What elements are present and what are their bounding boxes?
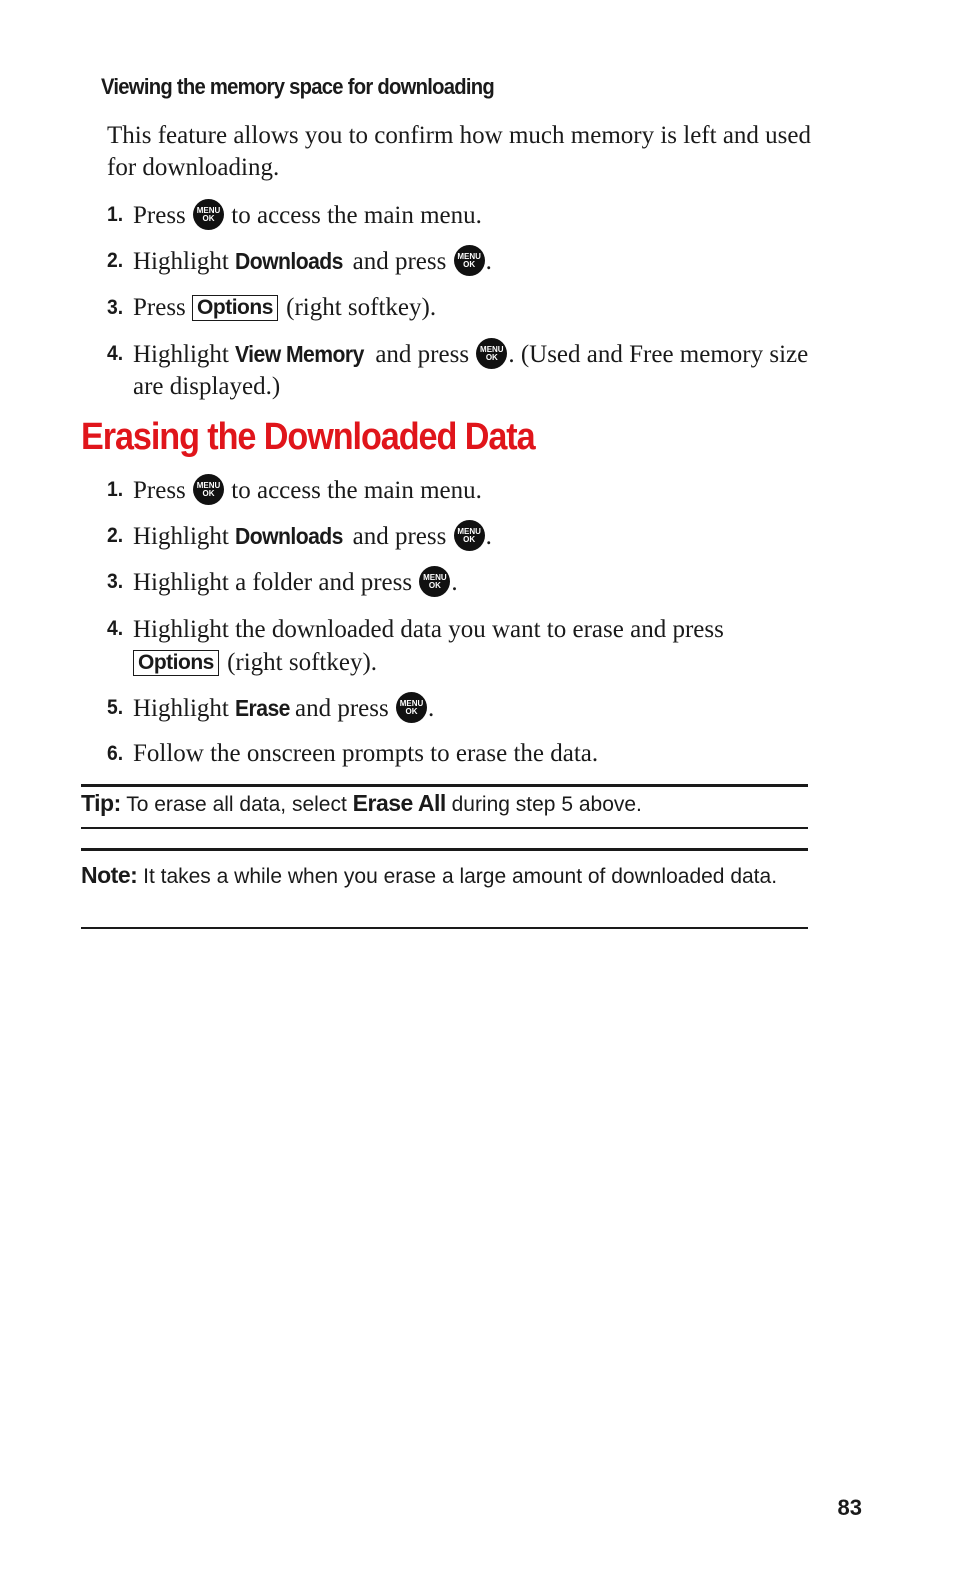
step-text: . bbox=[451, 569, 458, 596]
tip-label: Tip: bbox=[81, 790, 121, 816]
step-text: Highlight a folder and press bbox=[133, 569, 419, 596]
step-text: and press bbox=[346, 523, 453, 550]
step-number: 6. bbox=[107, 742, 124, 765]
section-subheading: Viewing the memory space for downloading bbox=[101, 74, 495, 99]
step-number: 1. bbox=[107, 203, 124, 226]
step-text: Highlight bbox=[133, 341, 236, 368]
note-label: Note: bbox=[81, 862, 138, 888]
menu-item-name: Downloads bbox=[235, 523, 343, 549]
step-text: (right softkey). bbox=[279, 294, 437, 321]
menu-ok-key-icon: MENU OK bbox=[476, 338, 507, 369]
softkey-label: Options bbox=[133, 650, 219, 676]
step-text: Press bbox=[133, 202, 193, 229]
note-text: It takes a while when you erase a large amount of downloaded data. bbox=[137, 865, 778, 888]
menu-item-name: Downloads bbox=[235, 248, 343, 274]
divider bbox=[81, 827, 808, 829]
divider bbox=[81, 848, 808, 851]
step-number: 2. bbox=[107, 249, 124, 272]
step-text: . bbox=[428, 695, 435, 722]
intro-paragraph: This feature allows you to confirm how much memory is left and used for downloading. bbox=[107, 122, 812, 181]
softkey-label: Options bbox=[192, 295, 278, 321]
step-text: Follow the onscreen prompts to erase the data. bbox=[133, 740, 599, 767]
step-number: 3. bbox=[107, 570, 124, 593]
step-number: 4. bbox=[107, 342, 124, 365]
step-text: and press bbox=[346, 248, 453, 275]
divider bbox=[81, 927, 808, 929]
step-text: . (Used and Free memory size are displayed.) bbox=[133, 341, 809, 400]
tip-box bbox=[81, 789, 801, 819]
menu-ok-key-icon: MENU OK bbox=[396, 692, 427, 723]
step-text: (right softkey). bbox=[220, 649, 378, 676]
step-text: Highlight bbox=[133, 523, 236, 550]
step-number: 2. bbox=[107, 524, 124, 547]
step-number: 3. bbox=[107, 296, 124, 319]
tip-text: To erase all data, select bbox=[120, 793, 353, 816]
step-text: and press bbox=[288, 695, 395, 722]
step-text: Highlight bbox=[133, 695, 236, 722]
menu-ok-key-icon: MENU OK bbox=[419, 566, 450, 597]
step-number: 5. bbox=[107, 696, 124, 719]
divider bbox=[81, 784, 808, 787]
menu-ok-key-icon: MENU OK bbox=[193, 474, 224, 505]
menu-ok-key-icon: MENU OK bbox=[193, 199, 224, 230]
step-text: Highlight the downloaded data you want to erase and press bbox=[133, 616, 724, 643]
note-box bbox=[81, 861, 801, 891]
step-text: Press bbox=[133, 294, 193, 321]
step-text: . bbox=[485, 523, 492, 550]
menu-item-name: Erase bbox=[235, 695, 290, 721]
step-number: 4. bbox=[107, 617, 124, 640]
section-title: Erasing the Downloaded Data bbox=[81, 416, 535, 458]
step-text: Press bbox=[133, 477, 193, 504]
menu-item-name: Erase All bbox=[352, 790, 446, 816]
step-text: . bbox=[485, 248, 492, 275]
menu-item-name: View Memory bbox=[235, 341, 364, 367]
step-number: 1. bbox=[107, 478, 124, 501]
page-number: 83 bbox=[837, 1495, 862, 1520]
tip-text: during step 5 above. bbox=[445, 793, 642, 816]
menu-ok-key-icon: MENU OK bbox=[454, 520, 485, 551]
step-text: and press bbox=[369, 341, 476, 368]
menu-ok-key-icon: MENU OK bbox=[454, 245, 485, 276]
step-text: to access the main menu. bbox=[225, 202, 482, 229]
step-text: to access the main menu. bbox=[225, 477, 482, 504]
step-text: Highlight bbox=[133, 248, 236, 275]
